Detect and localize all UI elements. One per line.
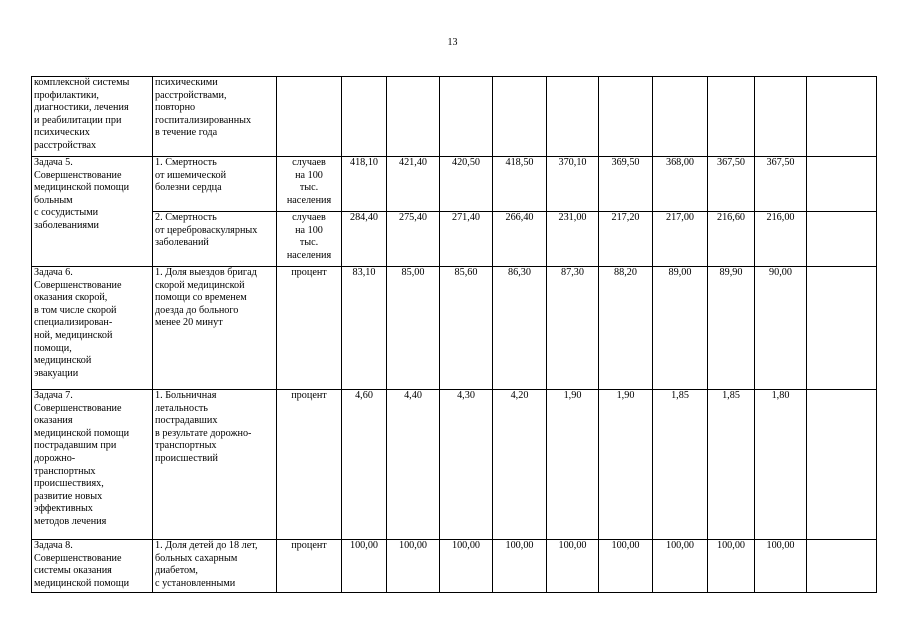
table-row	[32, 390, 877, 540]
value-cell: 83,10	[342, 267, 387, 390]
value-cell: 4,40	[387, 390, 440, 540]
value-cell: 100,00	[342, 540, 387, 593]
value-cell	[599, 77, 653, 157]
indicator-cell: 1. Смертность от ишемической болезни сердца	[153, 157, 277, 212]
value-cell: 100,00	[440, 540, 493, 593]
indicator-cell: 1. Доля детей до 18 лет, больных сахарным диабетом, с установленными	[153, 540, 277, 593]
value-cell: 216,00	[755, 212, 807, 267]
value-cell	[807, 157, 877, 212]
table-row	[32, 267, 877, 390]
value-cell: 1,85	[708, 390, 755, 540]
unit-cell: случаев на 100 тыс. населения	[277, 212, 342, 267]
page-number: 13	[447, 37, 458, 48]
value-cell: 1,90	[599, 390, 653, 540]
unit-cell: процент	[277, 267, 342, 390]
value-cell	[387, 77, 440, 157]
unit-cell: процент	[277, 390, 342, 540]
value-cell: 100,00	[708, 540, 755, 593]
value-cell: 100,00	[387, 540, 440, 593]
value-cell: 418,10	[342, 157, 387, 212]
unit-cell	[277, 77, 342, 157]
unit-cell: случаев на 100 тыс. населения	[277, 157, 342, 212]
task-cell: Задача 5. Совершенствование медицинской помощи больным с сосудистыми заболеваниями	[32, 157, 153, 267]
task-cell: комплексной системы профилактики, диагностики, лечения и реабилитации при психических расстройствах	[32, 77, 153, 157]
value-cell: 85,60	[440, 267, 493, 390]
value-cell	[708, 77, 755, 157]
value-cell: 88,20	[599, 267, 653, 390]
value-cell: 100,00	[755, 540, 807, 593]
unit-cell: процент	[277, 540, 342, 593]
value-cell	[755, 77, 807, 157]
value-cell: 100,00	[547, 540, 599, 593]
indicator-cell: психическими расстройствами, повторно госпитализированных в течение года	[153, 77, 277, 157]
value-cell: 217,00	[653, 212, 708, 267]
indicators-table	[31, 76, 877, 593]
value-cell	[493, 77, 547, 157]
value-cell: 266,40	[493, 212, 547, 267]
value-cell: 231,00	[547, 212, 599, 267]
value-cell	[807, 212, 877, 267]
table-row	[32, 157, 877, 212]
value-cell	[807, 267, 877, 390]
task-cell: Задача 8. Совершенствование системы оказания медицинской помощи	[32, 540, 153, 593]
value-cell: 275,40	[387, 212, 440, 267]
table-row	[32, 540, 877, 593]
value-cell: 284,40	[342, 212, 387, 267]
value-cell: 368,00	[653, 157, 708, 212]
value-cell: 217,20	[599, 212, 653, 267]
value-cell: 100,00	[653, 540, 708, 593]
value-cell: 100,00	[599, 540, 653, 593]
value-cell: 4,20	[493, 390, 547, 540]
value-cell: 89,90	[708, 267, 755, 390]
value-cell	[807, 390, 877, 540]
value-cell: 87,30	[547, 267, 599, 390]
indicator-cell: 1. Доля выездов бригад скорой медицинской помощи со временем доезда до больного менее 20 минут	[153, 267, 277, 390]
task-cell: Задача 7. Совершенствование оказания медицинской помощи пострадавшим при дорожно- транспортных происшествиях, развитие новых эффективных методов лечения	[32, 390, 153, 540]
value-cell: 4,30	[440, 390, 493, 540]
value-cell	[342, 77, 387, 157]
value-cell: 4,60	[342, 390, 387, 540]
value-cell: 367,50	[755, 157, 807, 212]
indicator-cell: 2. Смертность от цереброваскулярных заболеваний	[153, 212, 277, 267]
value-cell	[440, 77, 493, 157]
value-cell: 86,30	[493, 267, 547, 390]
value-cell: 369,50	[599, 157, 653, 212]
value-cell: 89,00	[653, 267, 708, 390]
value-cell: 85,00	[387, 267, 440, 390]
table-row	[32, 212, 877, 267]
value-cell: 420,50	[440, 157, 493, 212]
value-cell	[547, 77, 599, 157]
value-cell: 367,50	[708, 157, 755, 212]
value-cell	[653, 77, 708, 157]
table-row	[32, 77, 877, 157]
value-cell: 421,40	[387, 157, 440, 212]
value-cell: 271,40	[440, 212, 493, 267]
value-cell	[807, 77, 877, 157]
value-cell: 370,10	[547, 157, 599, 212]
value-cell	[807, 540, 877, 593]
value-cell: 1,90	[547, 390, 599, 540]
value-cell: 1,85	[653, 390, 708, 540]
indicator-cell: 1. Больничная летальность пострадавших в результате дорожно- транспортных происшествий	[153, 390, 277, 540]
value-cell: 90,00	[755, 267, 807, 390]
value-cell: 216,60	[708, 212, 755, 267]
value-cell: 100,00	[493, 540, 547, 593]
task-cell: Задача 6. Совершенствование оказания скорой, в том числе скорой специализирован- ной, медицинской помощи, медицинской эвакуации	[32, 267, 153, 390]
value-cell: 418,50	[493, 157, 547, 212]
value-cell: 1,80	[755, 390, 807, 540]
